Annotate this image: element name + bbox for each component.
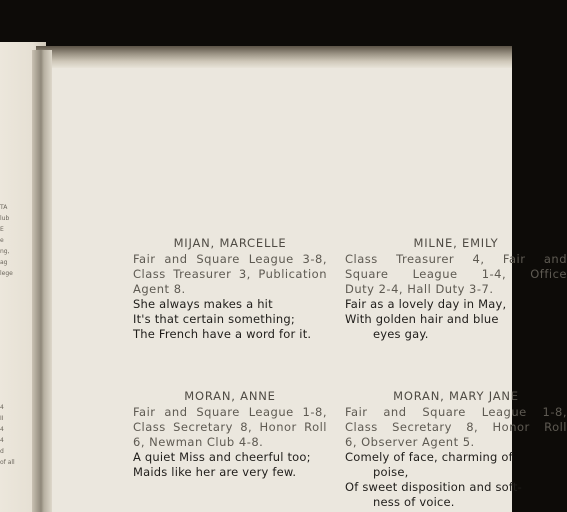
student-name: MORAN, MARY JANE xyxy=(393,389,519,403)
entry-milne xyxy=(345,236,567,342)
student-name: MILNE, EMILY xyxy=(413,236,499,250)
student-name: MORAN, ANNE xyxy=(184,389,276,403)
record-line: Square League 1-4, Office xyxy=(345,267,567,281)
left-fragment: ag xyxy=(0,259,8,266)
verse-line: poise, xyxy=(373,465,409,479)
verse xyxy=(345,297,567,342)
left-fragment: 4 xyxy=(0,404,4,411)
student-name: MIJAN, MARCELLE xyxy=(173,236,287,250)
record-line: Fair and Square League 1-8, xyxy=(345,405,567,419)
verse xyxy=(345,450,567,510)
left-fragment: E xyxy=(0,226,4,233)
activity-record xyxy=(345,405,567,450)
left-fragment: of all xyxy=(0,459,15,466)
left-fragment: e xyxy=(0,237,4,244)
record-line: Fair and Square League 3-8, xyxy=(133,252,327,266)
record-line: Fair and Square League 1-8, xyxy=(133,405,327,419)
verse-line: Fair as a lovely day in May, xyxy=(345,297,507,311)
verse xyxy=(133,450,327,480)
left-fragment: TA xyxy=(0,204,8,211)
book-gutter xyxy=(32,50,52,512)
record-line: Duty 2-4, Hall Duty 3-7. xyxy=(345,282,494,296)
left-fragment: 4 xyxy=(0,437,4,444)
entry-moran-anne xyxy=(133,389,327,480)
activity-record xyxy=(345,252,567,297)
activity-record xyxy=(133,405,327,450)
verse-line: Maids like her are very few. xyxy=(133,465,297,479)
verse-line: A quiet Miss and cheerful too; xyxy=(133,450,311,464)
record-line: Class Treasurer 4, Fair and xyxy=(345,252,567,266)
verse-line: She always makes a hit xyxy=(133,297,273,311)
left-fragment: lege xyxy=(0,270,13,277)
verse-line: ness of voice. xyxy=(373,495,455,509)
verse xyxy=(133,297,327,342)
left-fragment: d xyxy=(0,448,4,455)
left-fragment: lub xyxy=(0,215,10,222)
record-line: Class Secretary 8, Honor Roll xyxy=(345,420,567,434)
activity-record xyxy=(133,252,327,297)
record-line: 6, Newman Club 4-8. xyxy=(133,435,264,449)
left-page-text-top xyxy=(0,202,14,279)
entry-mijan xyxy=(133,236,327,342)
left-fragment: ng, xyxy=(0,248,10,255)
verse-line: eyes gay. xyxy=(373,327,429,341)
left-fragment: 4 xyxy=(0,426,4,433)
verse-line: Of sweet disposition and soft- xyxy=(345,480,522,494)
verse-line: The French have a word for it. xyxy=(133,327,312,341)
verse-line: Comely of face, charming of xyxy=(345,450,513,464)
left-fragment: II xyxy=(0,415,4,422)
left-page-text-bottom xyxy=(0,402,14,468)
record-line: Class Secretary 8, Honor Roll xyxy=(133,420,327,434)
verse-line: It's that certain something; xyxy=(133,312,295,326)
record-line: Class Treasurer 3, Publication xyxy=(133,267,327,281)
entry-moran-mary-jane xyxy=(345,389,567,510)
record-line: Agent 8. xyxy=(133,282,186,296)
record-line: 6, Observer Agent 5. xyxy=(345,435,475,449)
page-top-edge xyxy=(36,46,512,68)
verse-line: With golden hair and blue xyxy=(345,312,499,326)
